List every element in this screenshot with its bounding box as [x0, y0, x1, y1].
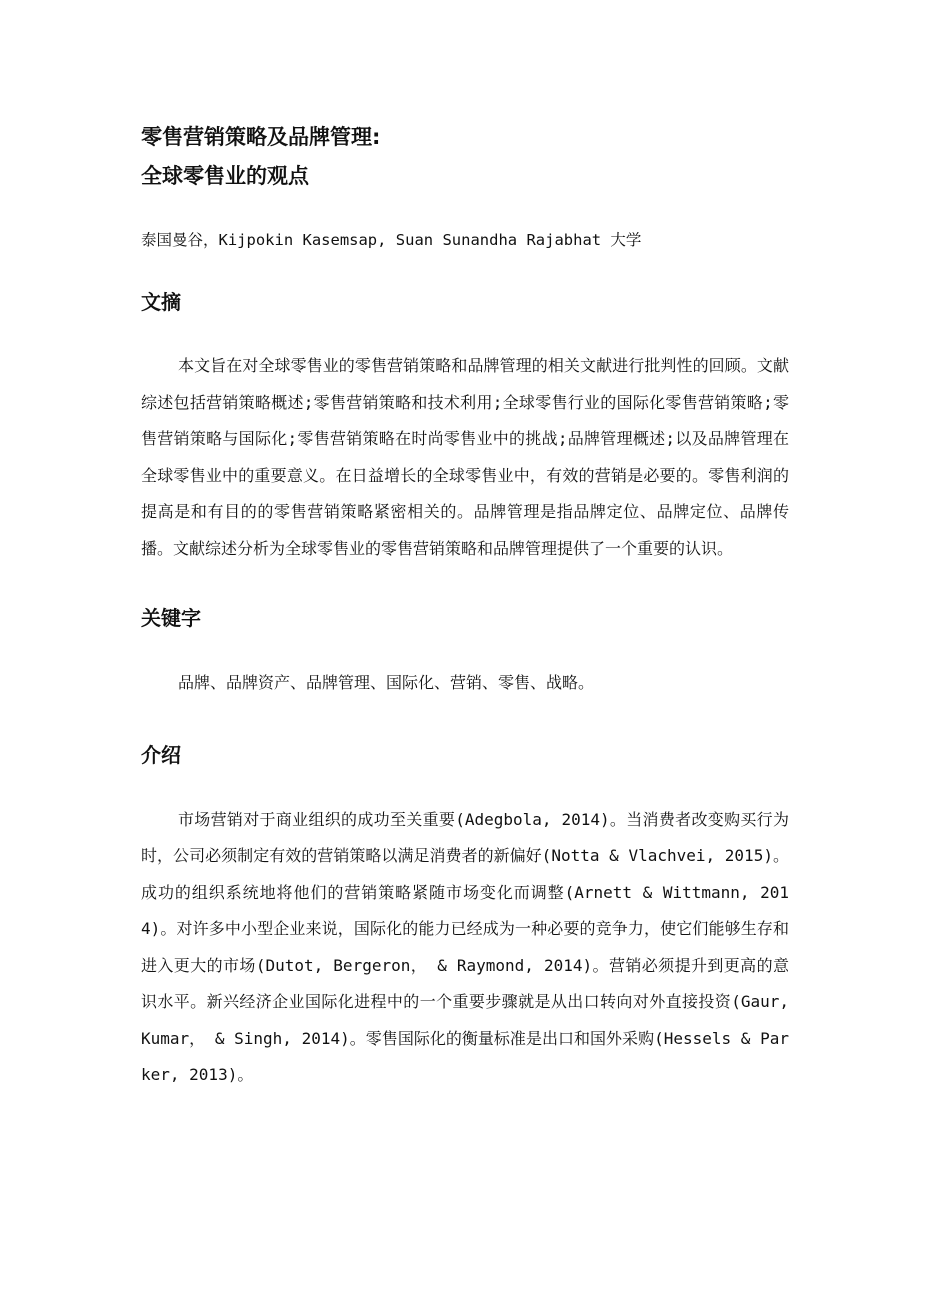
paper-page — [141, 118, 789, 1094]
paper-title-line-2: 全球零售业的观点 — [141, 164, 309, 188]
keywords-heading: 关键字 — [141, 606, 201, 630]
abstract-heading: 文摘 — [141, 290, 181, 314]
introduction-heading: 介绍 — [141, 742, 181, 767]
author-affiliation: 泰国曼谷，Kijpokin Kasemsap, Suan Sunandha Rajabhat 大学 — [141, 231, 642, 249]
abstract-text: 本文旨在对全球零售业的零售营销策略和品牌管理的相关文献进行批判性的回顾。文献综述包括营销策略概述;零售营销策略和技术利用;全球零售行业的国际化零售营销策略;零售营销策略与国际化;零售营销策略在时尚零售业中的挑战;品牌管理概述;以及品牌管理在全球零售业中的重要意义。在日益增长的全球零售业中，有效的营销是必要的。零售利润的提高是和有目的的零售营销策略紧密相关的。品牌管理是指品牌定位、品牌定位、品牌传播。文献综述分析为全球零售业的零售营销策略和品牌管理提供了一个重要的认识。 — [141, 356, 789, 558]
paper-title-line-1: 零售营销策略及品牌管理: — [141, 125, 381, 149]
introduction-text: 市场营销对于商业组织的成功至关重要(Adegbola, 2014)。当消费者改变购买行为时，公司必须制定有效的营销策略以满足消费者的新偏好(Notta & Vlachvei, 2015)。成功的组织系统地将他们的营销策略紧随市场变化而调整(Arnett & Wittmann, 2014)。对许多中小型企业来说，国际化的能力已经成为一种必要的竞争力，使它们能够生存和进入更大的市场(Dutot, Bergeron， & Raymond, 2014)。营销必须提升到更高的意识水平。新兴经济企业国际化进程中的一个重要步骤就是从出口转向对外直接投资(Gaur, Kumar， & Singh, 2014)。零售国际化的衡量标准是出口和国外采购(Hessels & Parker, 2013)。 — [141, 809, 789, 1084]
keywords-text: 品牌、品牌资产、品牌管理、国际化、营销、零售、战略。 — [178, 673, 595, 692]
